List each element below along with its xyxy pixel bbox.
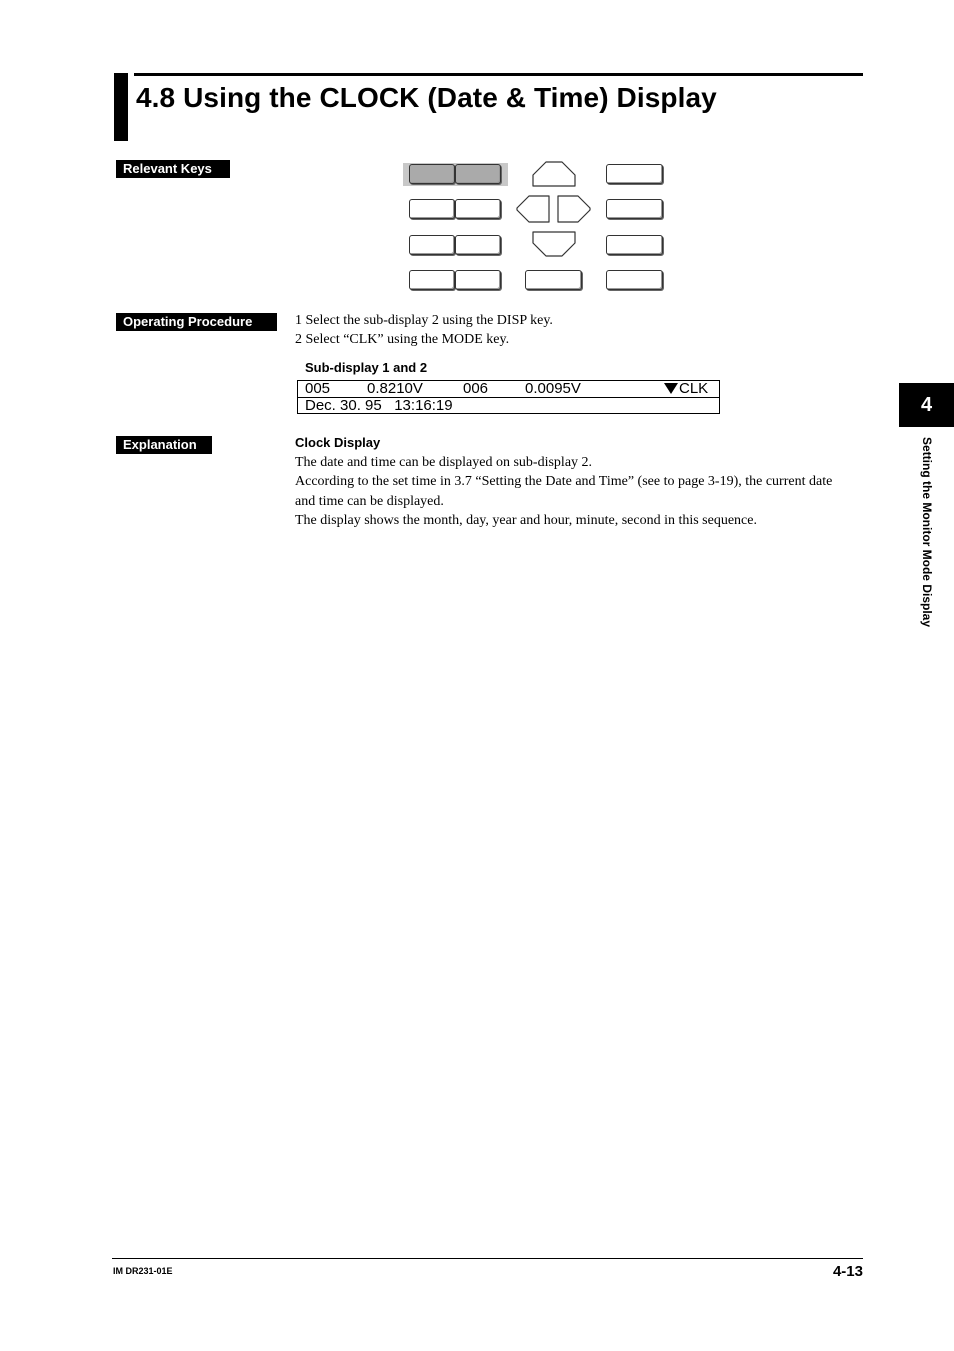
key-left-r3b[interactable]: [455, 235, 501, 255]
clock-datetime: Dec. 30. 95 13:16:19: [305, 397, 453, 414]
channel-2-number: 006: [463, 380, 489, 397]
right-arrow-key-icon[interactable]: [556, 194, 592, 224]
key-right-r4[interactable]: [606, 270, 663, 290]
channel-1-value: 0.8210V: [367, 380, 423, 397]
subdisplay-heading: Sub-display 1 and 2: [305, 360, 428, 375]
key-disp[interactable]: [409, 164, 455, 184]
key-left-r3a[interactable]: [409, 235, 455, 255]
procedure-step-1: 1 Select the sub-display 2 using the DISP key.: [295, 313, 553, 328]
footer-document-id: IM DR231-01E: [113, 1266, 173, 1276]
key-left-r2a[interactable]: [409, 199, 455, 219]
footer-page-number: 4-13: [832, 1263, 863, 1280]
explanation-paragraph-3: The display shows the month, day, year and hour, minute, second in this sequence.: [295, 513, 757, 528]
mode-indicator: [664, 380, 708, 397]
down-triangle-icon: [664, 383, 678, 394]
key-mode[interactable]: [455, 164, 501, 184]
footer-rule: [112, 1258, 863, 1259]
mode-label: CLK: [679, 380, 709, 397]
channel-1-number: 005: [305, 380, 331, 397]
chapter-side-title: Setting the Monitor Mode Display: [920, 437, 934, 628]
key-right-r1[interactable]: [606, 164, 663, 184]
subdisplay-panel: [297, 380, 720, 414]
left-arrow-key-icon[interactable]: [515, 194, 551, 224]
explanation-paragraph-1: The date and time can be displayed on sub-display 2.: [295, 455, 593, 470]
key-center-bottom[interactable]: [525, 270, 582, 290]
down-arrow-key-icon[interactable]: [530, 230, 578, 258]
channel-2-value: 0.0095V: [525, 380, 581, 397]
key-right-r3[interactable]: [606, 235, 663, 255]
page-title: 4.8 Using the CLOCK (Date & Time) Display: [136, 82, 717, 113]
title-rule: [134, 73, 863, 76]
key-left-r4a[interactable]: [409, 270, 455, 290]
explanation-heading: Clock Display: [295, 435, 381, 450]
key-left-r4b[interactable]: [455, 270, 501, 290]
operating-procedure-tag: Operating Procedure: [116, 313, 277, 331]
procedure-step-2: 2 Select “CLK” using the MODE key.: [295, 332, 510, 347]
explanation-paragraph-2: According to the set time in 3.7 “Setting the Date and Time” (see to page 3-19), the current date and time can be displayed.: [295, 474, 833, 509]
key-left-r2b[interactable]: [455, 199, 501, 219]
title-bar-accent: [114, 73, 128, 141]
chapter-number-tab: 4: [899, 383, 954, 427]
relevant-keys-tag: Relevant Keys: [116, 160, 230, 178]
up-arrow-key-icon[interactable]: [530, 160, 578, 188]
key-right-r2[interactable]: [606, 199, 663, 219]
explanation-tag: Explanation: [116, 436, 212, 454]
